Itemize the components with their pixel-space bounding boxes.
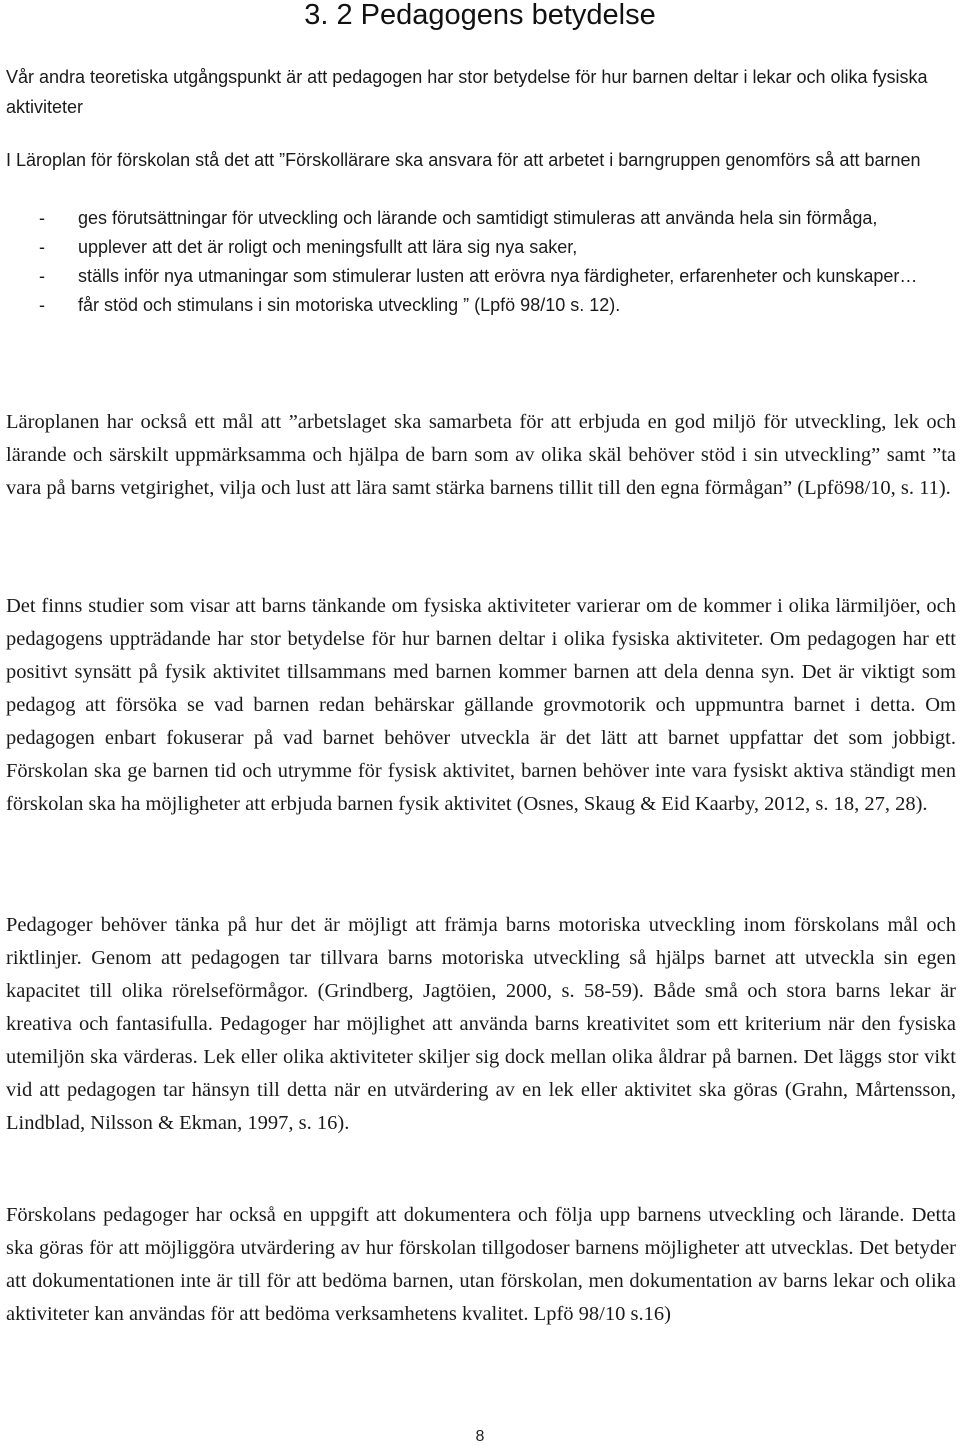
- list-item: [6, 262, 956, 291]
- list-item: [6, 291, 956, 320]
- list-dash: -: [39, 266, 45, 286]
- list-item-text: upplever att det är roligt och meningsfullt att lära sig nya saker,: [78, 237, 578, 257]
- intro-paragraph: Vår andra teoretiska utgångspunkt är att pedagogen har stor betydelse för hur barnen deltar i lekar och olika fysiska aktiviteter: [6, 67, 928, 117]
- list-dash: -: [39, 237, 45, 257]
- list-item: [6, 204, 956, 233]
- body-paragraph: Förskolans pedagoger har också en uppgift att dokumentera och följa upp barnens utveckling och lärande. Detta ska göras för att möjliggöra utvärdering av hur förskolan tillgodoser barnens möjligheter att utvecklas. Det betyder att dokumentationen inte är till för att bedöma barnen, utan förskolan, men dokumentation av barns lekar och olika aktiviteter kan användas för att bedöma verksamhetens kvalitet. Lpfö 98/10 s.16): [6, 1204, 956, 1325]
- list-dash: -: [39, 295, 45, 315]
- list-dash: -: [39, 208, 45, 228]
- body-paragraph: Det finns studier som visar att barns tänkande om fysiska aktiviteter varierar om de kommer i olika lärmiljöer, och pedagogens uppträdande har stor betydelse för hur barnen deltar i olika fysiska aktiviteter. Om pedagogen har ett positivt synsätt på fysik aktivitet tillsammans med barnen kommer barnen att dela denna syn. Det är viktigt som pedagog att försöka se vad barnen redan behärskar gällande grovmotorik och uppmuntra barnet i detta. Om pedagogen enbart fokuserar på vad barnet behöver utveckla är det lätt att barnet uppfattar det som jobbigt. Förskolan ska ge barnen tid och utrymme för fysisk aktivitet, barnen behöver inte vara fysiskt aktiva ständigt men förskolan ska ha möjligheter att erbjuda barnen fysik aktivitet (Osnes, Skaug & Eid Kaarby, 2012, s. 18, 27, 28).: [6, 595, 956, 815]
- list-item-text: ställs inför nya utmaningar som stimulerar lusten att erövra nya färdigheter, erfarenheter och kunskaper…: [78, 266, 918, 286]
- page-number: 8: [475, 1428, 485, 1445]
- list-item-text: ges förutsättningar för utveckling och lärande och samtidigt stimuleras att använda hela sin förmåga,: [78, 208, 878, 228]
- curriculum-goals-list: [6, 204, 956, 320]
- quote-lead-paragraph: I Läroplan för förskolan stå det att ”Förskollärare ska ansvara för att arbetet i barngruppen genomförs så att barnen: [6, 150, 921, 170]
- body-paragraph: Läroplanen har också ett mål att ”arbetslaget ska samarbeta för att erbjuda en god miljö för utveckling, lek och lärande och särskilt uppmärksamma och hjälpa de barn som av olika skäl behöver stöd i sin utveckling” samt ”ta vara på barns vetgirighet, vilja och lust att lära samt stärka barnens tillit till den egna förmågan” (Lpfö98/10, s. 11).: [6, 411, 956, 499]
- section-heading: 3. 2 Pedagogens betydelse: [304, 0, 656, 31]
- list-item-text: får stöd och stimulans i sin motoriska utveckling ” (Lpfö 98/10 s. 12).: [78, 295, 621, 315]
- list-item: [6, 233, 956, 262]
- body-paragraph: Pedagoger behöver tänka på hur det är möjligt att främja barns motoriska utveckling inom förskolans mål och riktlinjer. Genom att pedagogen tar tillvara barns motoriska utveckling så hjälps barnet att utveckla sin egen kapacitet till olika rörelseförmågor. (Grindberg, Jagtöien, 2000, s. 58-59). Både små och stora barns lekar är kreativa och fantasifulla. Pedagoger har möjlighet att använda barns kreativitet som ett kriterium när den fysiska utemiljön ska värderas. Lek eller olika aktiviteter skiljer sig dock mellan olika åldrar på barnen. Det läggs stor vikt vid att pedagogen tar hänsyn till detta när en utvärdering av en lek eller aktivitet ska göras (Grahn, Mårtensson, Lindblad, Nilsson & Ekman, 1997, s. 16).: [6, 914, 956, 1134]
